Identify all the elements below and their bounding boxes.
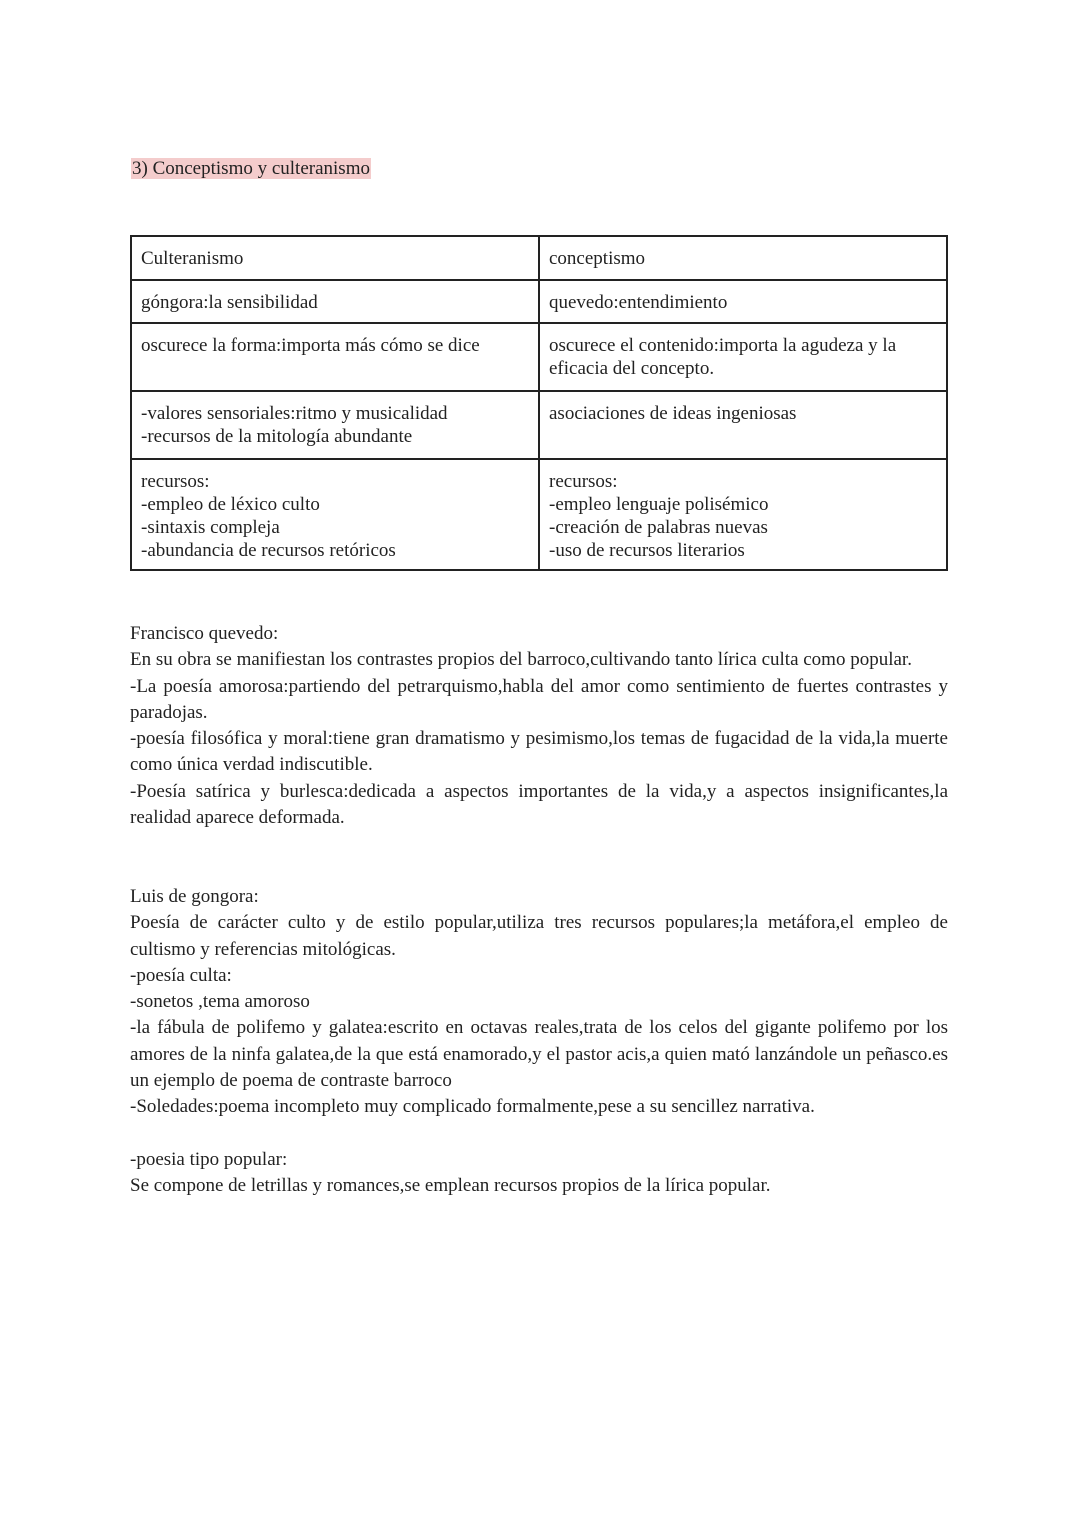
gongora-sonetos: -sonetos ,tema amoroso	[130, 991, 310, 1013]
quevedo-satirica: -Poesía satírica y burlesca:dedicada a aspectos importantes de la vida,y a aspectos insignificantes,la realidad aparece deformada.	[130, 780, 948, 829]
table-cell-right	[539, 280, 947, 323]
table-row	[131, 391, 947, 459]
heading-text: 3) Conceptismo y culteranismo	[132, 158, 370, 179]
table-cell-left	[131, 323, 539, 391]
table-cell-right	[539, 236, 947, 280]
table-cell-left	[131, 391, 539, 459]
gongora-title: Luis de gongora:	[130, 886, 259, 907]
gongora-culta: -poesía culta:	[130, 964, 232, 986]
quevedo-amorosa: -La poesía amorosa:partiendo del petrarquismo,habla del amor como sentimiento de fuertes contrastes y paradojas.	[130, 675, 948, 723]
table-row	[131, 280, 947, 323]
table-cell-right	[539, 323, 947, 391]
quevedo-section	[130, 621, 948, 831]
table-cell-right	[539, 391, 947, 459]
gongora-fabula: -la fábula de polifemo y galatea:escrito en octavas reales,trata de los celos del gigante polifemo por los amores de la ninfa galatea,de la que está enamorado,y el pastor acis,a quien mató lanzándole un peñasco.es un ejemplo de poema de contraste barroco	[130, 1017, 948, 1092]
popular-title: -poesia tipo popular:	[130, 1149, 288, 1170]
quevedo-intro: En su obra se manifiestan los contrastes propios del barroco,cultivando tanto lírica culta como popular.	[130, 649, 912, 671]
cell-line: góngora:la sensibilidad	[141, 292, 318, 313]
table-cell-left	[131, 459, 539, 570]
cell-line: recursos:	[549, 471, 618, 492]
cell-line: oscurece la forma:importa más cómo se dice	[141, 335, 480, 356]
gongora-soledades: -Soledades:poema incompleto muy complicado formalmente,pese a su sencillez narrativa.	[130, 1096, 815, 1118]
cell-line: recursos:	[141, 471, 210, 492]
gongora-section	[130, 884, 948, 1121]
cell-line: -empleo lenguaje polisémico	[549, 494, 769, 515]
cell-line: quevedo:entendimiento	[549, 292, 728, 313]
cell-line: -empleo de léxico culto	[141, 494, 320, 515]
cell-line: asociaciones de ideas ingeniosas	[549, 403, 797, 424]
table-row	[131, 323, 947, 391]
table-row	[131, 236, 947, 280]
cell-line: conceptismo	[549, 248, 646, 269]
cell-line: -valores sensoriales:ritmo y musicalidad	[141, 403, 448, 424]
table-cell-left	[131, 236, 539, 280]
gongora-intro: Poesía de carácter culto y de estilo popular,utiliza tres recursos populares;la metáfora,el empleo de cultismo y referencias mitológicas.	[130, 912, 948, 960]
popular-text: Se compone de letrillas y romances,se emplean recursos propios de la lírica popular.	[130, 1175, 771, 1197]
table-cell-right	[539, 459, 947, 570]
section-heading	[131, 156, 371, 182]
cell-line: -uso de recursos literarios	[549, 540, 745, 561]
cell-line: -abundancia de recursos retóricos	[141, 540, 396, 561]
cell-line: -recursos de la mitología abundante	[141, 426, 413, 447]
cell-line: oscurece el contenido:importa la agudeza y la eficacia del concepto.	[549, 335, 901, 379]
cell-line: -sintaxis compleja	[141, 517, 280, 538]
cell-line: -creación de palabras nuevas	[549, 517, 768, 538]
table-cell-left	[131, 280, 539, 323]
popular-section	[130, 1147, 948, 1200]
table-row	[131, 459, 947, 570]
quevedo-filosofica: -poesía filosófica y moral:tiene gran dramatismo y pesimismo,los temas de fugacidad de la vida,la muerte como única verdad indiscutible.	[130, 728, 948, 776]
comparison-table	[130, 235, 948, 571]
cell-line: Culteranismo	[141, 248, 244, 269]
quevedo-title: Francisco quevedo:	[130, 623, 279, 644]
